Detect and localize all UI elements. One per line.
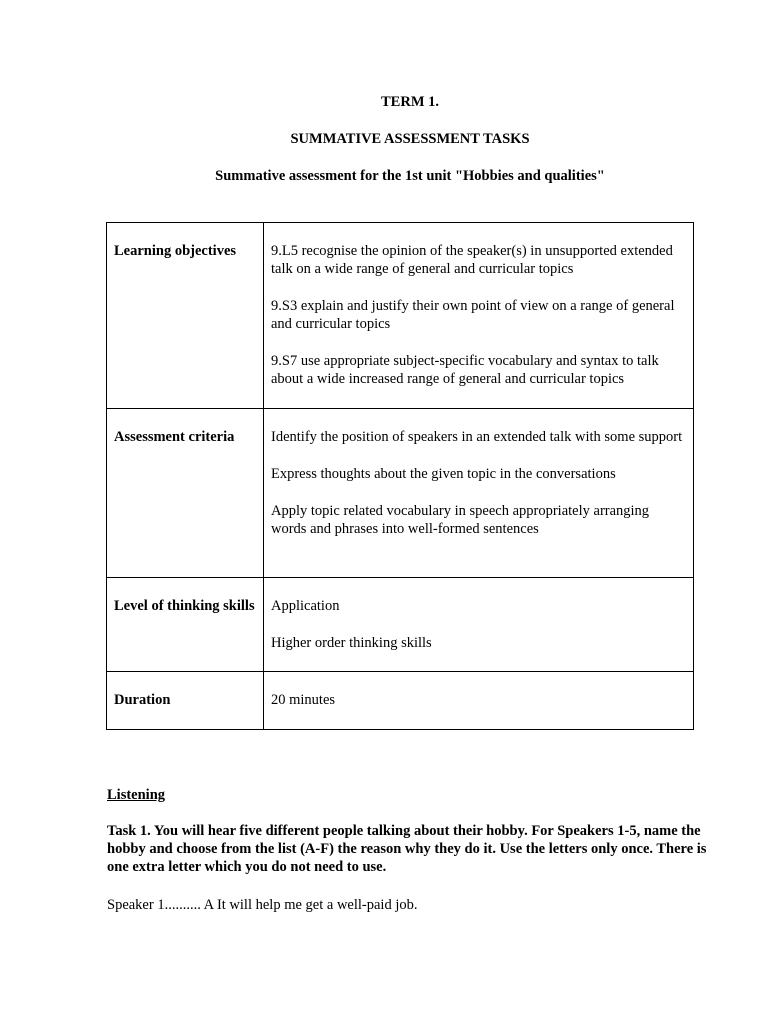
row-label: Duration <box>107 672 264 730</box>
table-row-learning-objectives <box>107 223 694 409</box>
row-content <box>264 409 694 578</box>
skill-item: Application <box>271 598 340 614</box>
objective-item: 9.S3 explain and justify their own point of view on a range of general and curricular topics <box>271 298 675 332</box>
criteria-item: Identify the position of speakers in an extended talk with some support <box>271 429 683 445</box>
row-content <box>264 223 694 409</box>
term-heading: TERM 1. <box>381 94 439 110</box>
table-row-thinking-skills <box>107 578 694 672</box>
row-content <box>264 578 694 672</box>
table-row-assessment-criteria <box>107 409 694 578</box>
duration-value: 20 minutes <box>271 692 336 708</box>
unit-heading: Summative assessment for the 1st unit "Hobbies and qualities" <box>215 168 605 184</box>
speaker-1-line: Speaker 1.......... A It will help me get a well-paid job. <box>107 897 418 913</box>
task-1-instructions: Task 1. You will hear five different people talking about their hobby. For Speakers 1-5, name the hobby and choose from the list (A-F) the reason why they do it. Use the letters only once. There is one extra letter which you do not need to use. <box>107 823 707 875</box>
row-label: Assessment criteria <box>107 409 264 578</box>
criteria-item: Express thoughts about the given topic in the conversations <box>271 466 616 482</box>
assessment-info-table <box>106 222 694 730</box>
row-label: Level of thinking skills <box>107 578 264 672</box>
tasks-heading: SUMMATIVE ASSESSMENT TASKS <box>290 131 530 147</box>
skill-item: Higher order thinking skills <box>271 635 432 651</box>
row-content <box>264 672 694 730</box>
objective-item: 9.L5 recognise the opinion of the speaker(s) in unsupported extended talk on a wide range of general and curricular topics <box>271 243 673 277</box>
table-row-duration <box>107 672 694 730</box>
listening-heading: Listening <box>107 787 166 803</box>
objective-item: 9.S7 use appropriate subject-specific vocabulary and syntax to talk about a wide increased range of general and curricular topics <box>271 353 659 387</box>
row-label: Learning objectives <box>107 223 264 409</box>
criteria-item: Apply topic related vocabulary in speech appropriately arranging words and phrases into well-formed sentences <box>271 503 650 537</box>
